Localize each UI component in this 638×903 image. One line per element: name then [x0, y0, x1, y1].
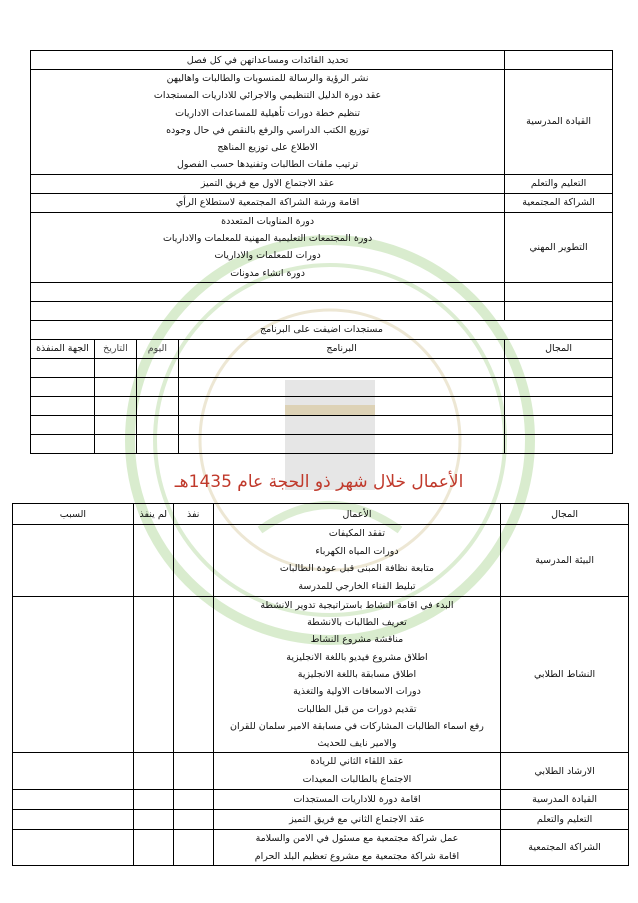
program-line: دورات للمعلمات والاداريات [214, 250, 321, 262]
program-line: الاطلاع على توزيع المناهج [217, 142, 318, 154]
table-row [31, 174, 613, 193]
table-row [31, 282, 613, 301]
field-cell: الارشاد الطلابي [501, 753, 629, 789]
works-cell [213, 525, 500, 597]
program-line: دورة المجتمعات التعليمية المهنية للمعلمات والاداريات [162, 233, 373, 245]
work-line: الاجتماع بالطالبات المعيدات [302, 774, 412, 786]
header-done: نفذ [173, 504, 213, 525]
work-line: دورات الاسعافات الاولية والتغذية [293, 686, 421, 698]
header-reason: السبب [13, 504, 134, 525]
work-line: دورات المياه الكهرباء [315, 545, 399, 557]
header-field: المجال [501, 504, 629, 525]
header-works: الأعمال [213, 504, 500, 525]
field-cell: البيئة المدرسية [501, 525, 629, 597]
header-row [31, 339, 613, 358]
plan-table [30, 50, 613, 454]
table-row [31, 51, 613, 70]
table-row [13, 596, 629, 753]
program-line: تنظيم خطة دورات تأهيلية للمساعدات الاداريات [175, 107, 361, 119]
header-program: البرنامج [178, 339, 504, 358]
program-cell: عقد الاجتماع الاول مع فريق التميز [31, 174, 505, 193]
section-heading-row [31, 320, 613, 339]
works-cell [213, 596, 500, 753]
table-row [31, 212, 613, 282]
program-line: دورة المناوبات المتعددة [221, 215, 315, 227]
work-line: اطلاق مسابقة باللغة الانجليزية [297, 669, 417, 680]
added-heading: مستجدات اضيفت على البرنامج [31, 320, 613, 339]
program-line: عقد دورة الدليل التنظيمي والاجرائي للاداريات المستجدات [153, 90, 382, 102]
table-row [13, 753, 629, 789]
empty-cell [505, 282, 613, 301]
field-cell: التعليم والتعلم [505, 174, 613, 193]
works-cell: عقد الاجتماع الثاني مع فريق التميز [213, 809, 500, 829]
program-cell: اقامة ورشة الشراكة المجتمعية لاستطلاع الرأي [31, 193, 505, 212]
work-line: تقديم دورات من قبل الطالبات [297, 703, 417, 715]
works-cell [213, 753, 500, 789]
header-day: اليوم [136, 339, 178, 358]
work-line: تعريف الطالبات بالانشطة [307, 617, 407, 629]
field-cell [505, 51, 613, 70]
table-row [31, 301, 613, 320]
table-row [13, 829, 629, 865]
table-row [31, 434, 613, 453]
works-table [12, 503, 629, 866]
program-line: نشر الرؤية والرسالة للمنسوبات والطالبات واهاليهن [166, 73, 369, 84]
work-line: والامير نايف للحديث [317, 738, 397, 750]
works-cell: اقامة دورة للاداريات المستجدات [213, 789, 500, 809]
work-line: عقد اللقاء الثاني للريادة [310, 756, 404, 768]
table-row [13, 789, 629, 809]
field-cell: الشراكة المجتمعية [501, 829, 629, 865]
program-cell [31, 212, 505, 282]
header-executor: الجهة المنفذة [31, 339, 95, 358]
work-line: اطلاق مشروع فيديو باللغة الانجليزية [286, 651, 428, 663]
work-line: عمل شراكة مجتمعية مع مسئول في الامن والسلامة [255, 832, 459, 844]
program-line: ترتيب ملفات الطالبات وتفنيدها حسب الفصول [176, 159, 359, 171]
work-line: تبليط الفناء الخارجي للمدرسة [298, 581, 416, 593]
empty-cell [31, 301, 505, 320]
program-line: دورة انشاء مدونات [230, 267, 305, 279]
field-cell: التعليم والتعلم [501, 809, 629, 829]
header-date: التاريخ [94, 339, 136, 358]
work-line: تفقد المكيفات [328, 528, 385, 539]
table-row [31, 377, 613, 396]
work-line: رفع اسماء الطالبات المشاركات في مسابقة الامير سلمان للقران [230, 720, 484, 732]
work-line: مناقشة مشروع النشاط [310, 634, 404, 646]
work-line: البدء في اقامة النشاط باستراتيجية تدوير الانشطة [260, 599, 454, 611]
program-cell: تحديد القائدات ومساعداتهن في كل فصل [31, 51, 505, 70]
work-line: متابعة نظافة المبنى قبل عودة الطالبات [279, 563, 435, 575]
table-row [31, 70, 613, 175]
header-field: المجال [505, 339, 613, 358]
field-cell: القيادة المدرسية [501, 789, 629, 809]
field-cell: التطوير المهني [505, 212, 613, 282]
empty-cell [505, 301, 613, 320]
table-row [31, 358, 613, 377]
header-row [13, 504, 629, 525]
work-line: اقامة شراكة مجتمعية مع مشروع تعظيم البلد الحرام [254, 850, 460, 862]
header-not-done: لم ينفذ [133, 504, 173, 525]
table-row [31, 396, 613, 415]
table-row [31, 415, 613, 434]
field-cell: القيادة المدرسية [505, 70, 613, 175]
section-title: الأعمال خلال شهر ذو الحجة عام 1435هـ [174, 472, 464, 492]
field-cell: النشاط الطلابي [501, 596, 629, 753]
field-cell: الشراكة المجتمعية [505, 193, 613, 212]
empty-cell [31, 282, 505, 301]
works-cell [213, 829, 500, 865]
table-row [31, 193, 613, 212]
program-line: توزيع الكتب الدراسي والرفع بالنقص في حال وجوده [166, 124, 370, 136]
table-row [13, 809, 629, 829]
program-cell [31, 70, 505, 175]
table-row [13, 525, 629, 597]
